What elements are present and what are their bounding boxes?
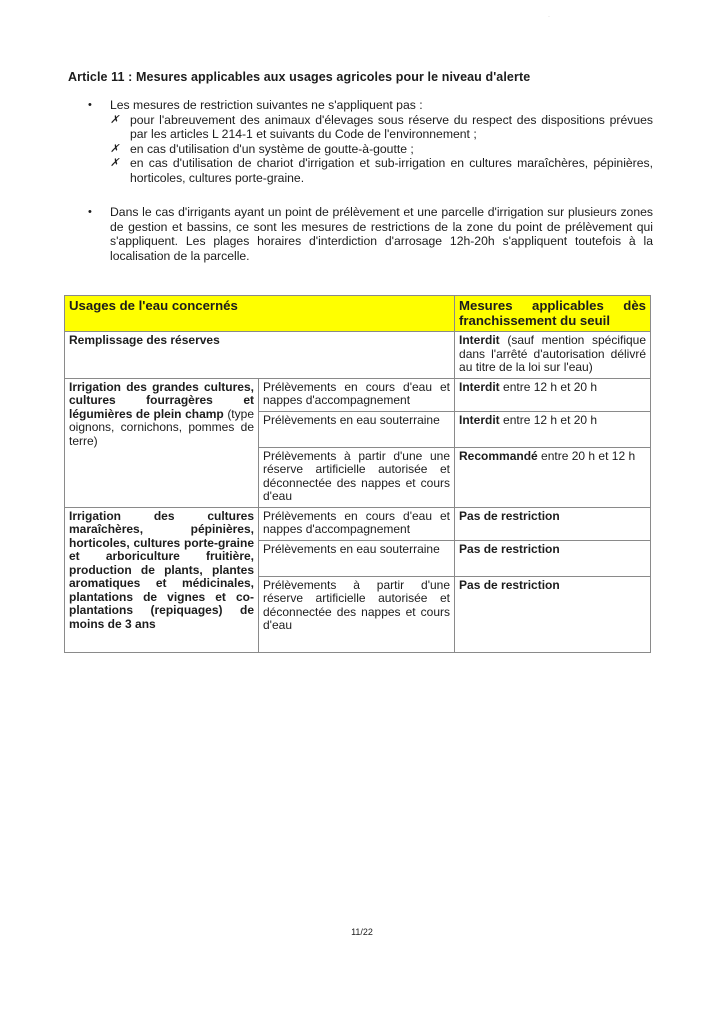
article-title: Article 11 : Mesures applicables aux usages agricoles pour le niveau d'alerte: [68, 70, 531, 84]
measure-cell: [455, 411, 651, 447]
table-row: [65, 507, 651, 540]
measures-table: [64, 295, 651, 653]
header-usages: Usages de l'eau concernés: [65, 296, 455, 332]
table-row: [65, 378, 651, 411]
table-row: [65, 332, 651, 379]
usage-group-1: [65, 378, 259, 507]
cross-marker-icon: ✗: [110, 113, 120, 126]
source-cell: Prélèvements en cours d'eau et nappes d'accompagnement: [259, 507, 455, 540]
bullet-text: Les mesures de restriction suivantes ne s'appliquent pas :: [110, 98, 423, 112]
bullet-marker: •: [88, 99, 92, 111]
bullet-list: [88, 98, 653, 283]
sub-item: [110, 156, 653, 185]
bullet-marker: •: [88, 206, 92, 218]
sub-list: [110, 113, 653, 186]
table-header-row: [65, 296, 651, 332]
measure-cell: Pas de restriction: [455, 507, 651, 540]
source-cell: Prélèvements à partir d'une une réserve artificielle autorisée et déconnectée des nappes et cours d'eau: [259, 447, 455, 507]
measure-cell: [455, 332, 651, 379]
header-mesures: Mesures applicables dès franchissement du seuil: [455, 296, 651, 332]
cross-marker-icon: ✗: [110, 142, 120, 155]
measure-keyword: Interdit: [459, 333, 500, 347]
measure-keyword: Interdit: [459, 412, 500, 427]
sub-item-text: pour l'abreuvement des animaux d'élevages sous réserve du respect des dispositions prévues par les articles L 214-1 et suivants du Code de l'environnement ;: [130, 112, 653, 141]
usage-group-1-detail: (type oignons, cornichons, pommes de terre): [69, 406, 254, 448]
measure-detail: (sauf mention spécifique dans l'arrêté d'autorisation délivré au titre de la loi sur l'eau): [459, 333, 647, 374]
measure-detail: entre 12 h et 20 h: [499, 379, 598, 394]
sub-item: [110, 113, 653, 142]
source-cell: Prélèvements à partir d'une réserve artificielle autorisée et déconnectée des nappes et cours d'eau: [259, 576, 455, 652]
cross-marker-icon: ✗: [110, 157, 120, 169]
sub-item-text: en cas d'utilisation d'un système de goutte-à-goutte ;: [130, 141, 414, 156]
usage-group-1-title: Irrigation des grandes cultures, cultures fourragères et légumières de plein champ: [69, 379, 254, 421]
source-cell: Prélèvements en eau souterraine: [259, 411, 455, 447]
sub-item-text: en cas d'utilisation de chariot d'irrigation et sub-irrigation en cultures maraîchères, pépinières, horticoles, cultures porte-graine.: [130, 156, 653, 185]
page-number: 11/22: [351, 927, 373, 937]
bullet-item: [88, 205, 653, 263]
usage-reserves: Remplissage des réserves: [65, 332, 455, 379]
measure-detail: entre 20 h et 12 h: [537, 448, 636, 463]
measure-cell: Pas de restriction: [455, 576, 651, 652]
measure-detail: entre 12 h et 20 h: [499, 412, 598, 427]
measure-cell: [455, 378, 651, 411]
measure-cell: [455, 447, 651, 507]
bullet-item: [88, 98, 653, 185]
usage-group-2: Irrigation des cultures maraîchères, pépinières, horticoles, cultures porte-graine et arboriculture fruitière, production de plants, plantes aromatiques et médicinales, plantations de vignes et co-plantations (repiquages) de moins de 3 ans: [65, 507, 259, 652]
measure-cell: Pas de restriction: [455, 540, 651, 576]
measure-keyword: Recommandé: [459, 448, 538, 463]
sub-item: [110, 142, 653, 157]
measure-keyword: Interdit: [459, 379, 500, 394]
source-cell: Prélèvements en cours d'eau et nappes d'accompagnement: [259, 378, 455, 411]
source-cell: Prélèvements en eau souterraine: [259, 540, 455, 576]
scan-mark: ·: [548, 14, 550, 20]
bullet-text: Dans le cas d'irrigants ayant un point de prélèvement et une parcelle d'irrigation sur plusieurs zones de gestion et bassins, ce sont les mesures de restrictions de la zone du point de prélèvement qui s'appliquent. Les plages horaires d'interdiction d'arrosage 12h-20h s'appliquent toutefois à la localisation de la parcelle.: [110, 205, 653, 263]
